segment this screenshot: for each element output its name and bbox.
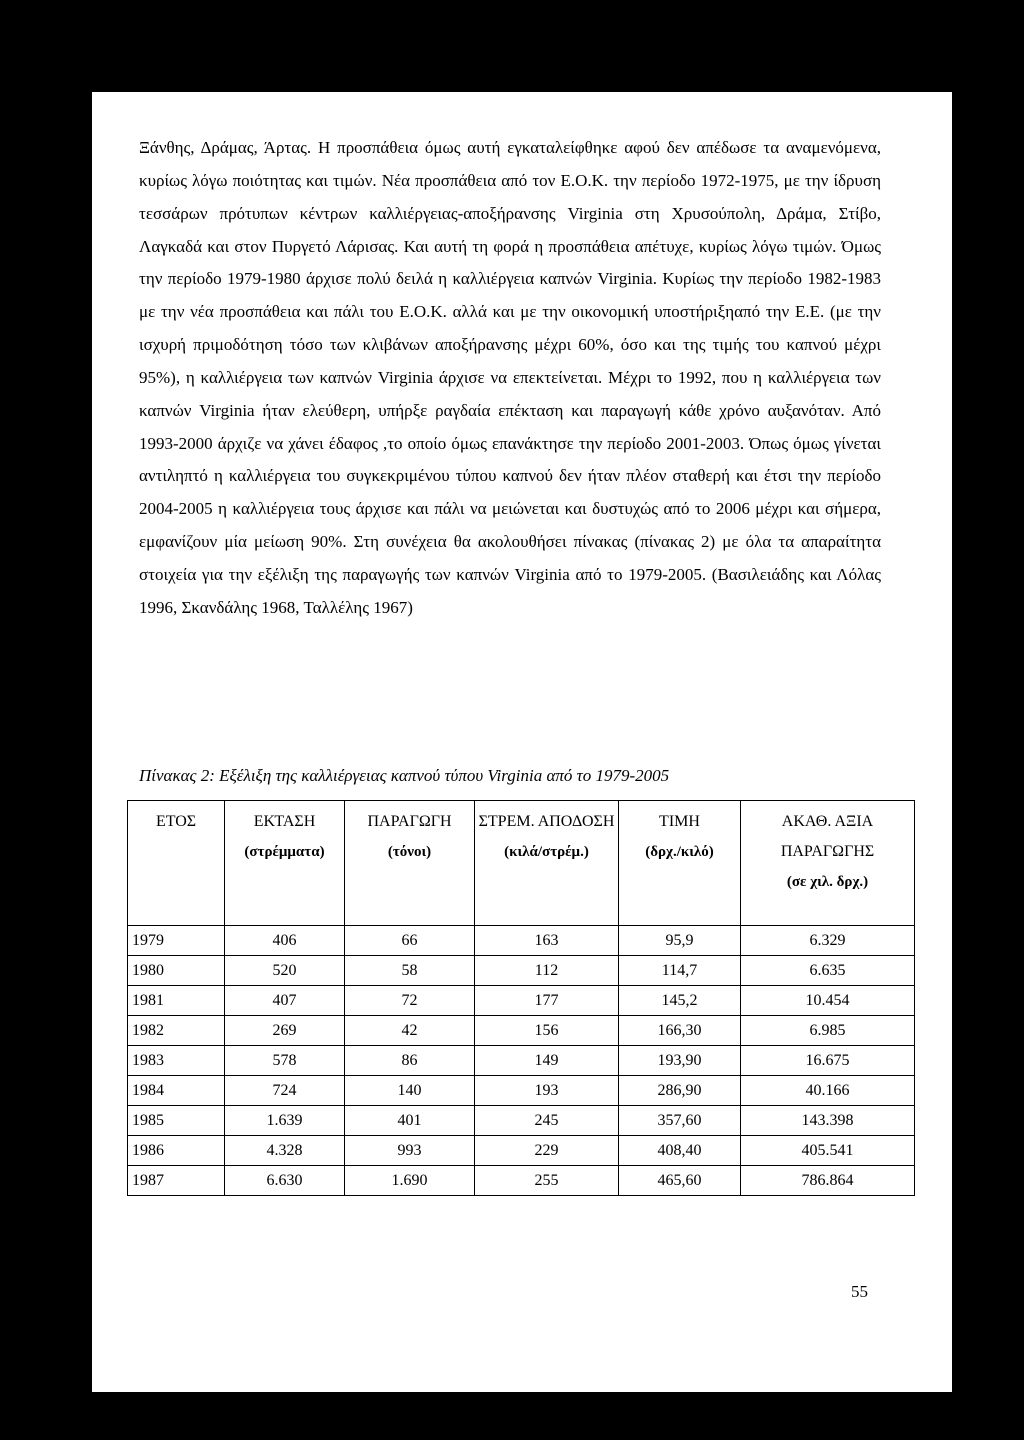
- table-cell: 10.454: [741, 986, 915, 1016]
- table-cell: 465,60: [619, 1166, 741, 1196]
- table-cell: 1.690: [345, 1166, 475, 1196]
- virginia-tobacco-table: [127, 800, 915, 1196]
- table-row: [128, 1166, 915, 1196]
- table-cell: 1979: [128, 926, 225, 956]
- table-body: [128, 926, 915, 1196]
- table-header: [128, 801, 915, 926]
- table-cell: 193: [475, 1076, 619, 1106]
- table-cell: 1986: [128, 1136, 225, 1166]
- table-cell: 193,90: [619, 1046, 741, 1076]
- table-cell: 16.675: [741, 1046, 915, 1076]
- table-cell: 166,30: [619, 1016, 741, 1046]
- table-cell: 163: [475, 926, 619, 956]
- table-cell: 40.166: [741, 1076, 915, 1106]
- table-cell: 114,7: [619, 956, 741, 986]
- table-caption: Πίνακας 2: Εξέλιξη της καλλιέργειας καπνού τύπου Virginia από το 1979-2005: [139, 766, 670, 785]
- table-cell: 177: [475, 986, 619, 1016]
- table-row: [128, 986, 915, 1016]
- table-cell: 66: [345, 926, 475, 956]
- table-cell: 42: [345, 1016, 475, 1046]
- table-cell: 269: [225, 1016, 345, 1046]
- table-cell: 578: [225, 1046, 345, 1076]
- table-row: [128, 1136, 915, 1166]
- table-cell: 1982: [128, 1016, 225, 1046]
- table-cell: 140: [345, 1076, 475, 1106]
- table-row: [128, 1016, 915, 1046]
- table-cell: 1985: [128, 1106, 225, 1136]
- table-cell: 156: [475, 1016, 619, 1046]
- header-cell: ΣΤΡΕΜ. ΑΠΟΔΟΣΗ (κιλά/στρέμ.): [475, 801, 619, 926]
- table-cell: 406: [225, 926, 345, 956]
- table-cell: 6.329: [741, 926, 915, 956]
- table-cell: 405.541: [741, 1136, 915, 1166]
- table-cell: 401: [345, 1106, 475, 1136]
- table-row: [128, 1076, 915, 1106]
- table-cell: 1981: [128, 986, 225, 1016]
- table-cell: 229: [475, 1136, 619, 1166]
- table-cell: 286,90: [619, 1076, 741, 1106]
- table-row: [128, 956, 915, 986]
- table-row: [128, 926, 915, 956]
- body-paragraph: Ξάνθης, Δράμας, Άρτας. Η προσπάθεια όμως αυτή εγκαταλείφθηκε αφού δεν απέδωσε τα αναμενόμενα, κυρίως λόγω ποιότητας και τιμών. Νέα προσπάθεια από τον Ε.Ο.Κ. την περίοδο 1972-1975, με την ίδρυση τεσσάρων πρότυπων κέντρων καλλιέργειας-αποξήρανσης Virginia στη Χρυσούπολη, Δράμα, Στίβο, Λαγκαδά και στον Πυργετό Λάρισας. Και αυτή τη φορά η προσπάθεια απέτυχε, κυρίως λόγω τιμών. Όμως την περίοδο 1979-1980 άρχισε πολύ δειλά η καλλιέργεια καπνών Virginia. Κυρίως την περίοδο 1982-1983 με την νέα προσπάθεια και πάλι του Ε.Ο.Κ. αλλά και με την οικονομική υποστήριξηαπό την Ε.Ε. (με την ισχυρή πριμοδότηση τόσο των κλιβάνων αποξήρανσης μέχρι 60%, όσο και της τιμής του καπνού μέχρι 95%), η καλλιέργεια των καπνών Virginia άρχισε να επεκτείνεται. Μέχρι το 1992, που η καλλιέργεια των καπνών Virginia ήταν ελεύθερη, υπήρξε ραγδαία επέκταση και παραγωγή κάθε χρόνο αυξανόταν. Από 1993-2000 άρχιζε να χάνει έδαφος ,το οποίο όμως επανάκτησε την περίοδο 2001-2003. Όπως όμως γίνεται αντιληπτό η καλλιέργεια του συγκεκριμένου τύπου καπνού δεν ήταν πλέον σταθερή και έτσι την περίοδο 2004-2005 η καλλιέργεια τους άρχισε και πάλι να μειώνεται και δυστυχώς από το 2006 μέχρι και σήμερα, εμφανίζουν μία μείωση 90%. Στη συνέχεια θα ακολουθήσει πίνακας (πίνακας 2) με όλα τα απαραίτητα στοιχεία για την εξέλιξη της παραγωγής των καπνών Virginia από το 1979-2005. (Βασιλειάδης και Λόλας 1996, Σκανδάλης 1968, Ταλλέλης 1967): [139, 138, 881, 617]
- table-cell: 724: [225, 1076, 345, 1106]
- table-cell: 149: [475, 1046, 619, 1076]
- table-cell: 1.639: [225, 1106, 345, 1136]
- header-cell: ΠΑΡΑΓΩΓΗ (τόνοι): [345, 801, 475, 926]
- table-cell: 408,40: [619, 1136, 741, 1166]
- table-cell: 407: [225, 986, 345, 1016]
- header-cell: ΑΚΑΘ. ΑΞΙΑ ΠΑΡΑΓΩΓΗΣ (σε χιλ. δρχ.): [741, 801, 915, 926]
- table-cell: 112: [475, 956, 619, 986]
- document-page: [92, 92, 952, 1392]
- table-cell: 6.630: [225, 1166, 345, 1196]
- table-cell: 72: [345, 986, 475, 1016]
- table-header-row: [128, 801, 915, 926]
- table-cell: 6.635: [741, 956, 915, 986]
- page-number: 55: [851, 1282, 868, 1301]
- table-row: [128, 1106, 915, 1136]
- table-cell: 520: [225, 956, 345, 986]
- table-cell: 86: [345, 1046, 475, 1076]
- table-cell: 1983: [128, 1046, 225, 1076]
- table-cell: 58: [345, 956, 475, 986]
- table-row: [128, 1046, 915, 1076]
- table-cell: 6.985: [741, 1016, 915, 1046]
- table-cell: 143.398: [741, 1106, 915, 1136]
- table-cell: 1984: [128, 1076, 225, 1106]
- header-cell: ΕΚΤΑΣΗ (στρέμματα): [225, 801, 345, 926]
- table-cell: 255: [475, 1166, 619, 1196]
- table-cell: 245: [475, 1106, 619, 1136]
- table-cell: 95,9: [619, 926, 741, 956]
- table-cell: 357,60: [619, 1106, 741, 1136]
- table-cell: 1987: [128, 1166, 225, 1196]
- table-cell: 1980: [128, 956, 225, 986]
- header-cell: ΤΙΜΗ (δρχ./κιλό): [619, 801, 741, 926]
- table-cell: 145,2: [619, 986, 741, 1016]
- table-cell: 786.864: [741, 1166, 915, 1196]
- table-cell: 993: [345, 1136, 475, 1166]
- table-cell: 4.328: [225, 1136, 345, 1166]
- header-cell: ΕΤΟΣ: [128, 801, 225, 926]
